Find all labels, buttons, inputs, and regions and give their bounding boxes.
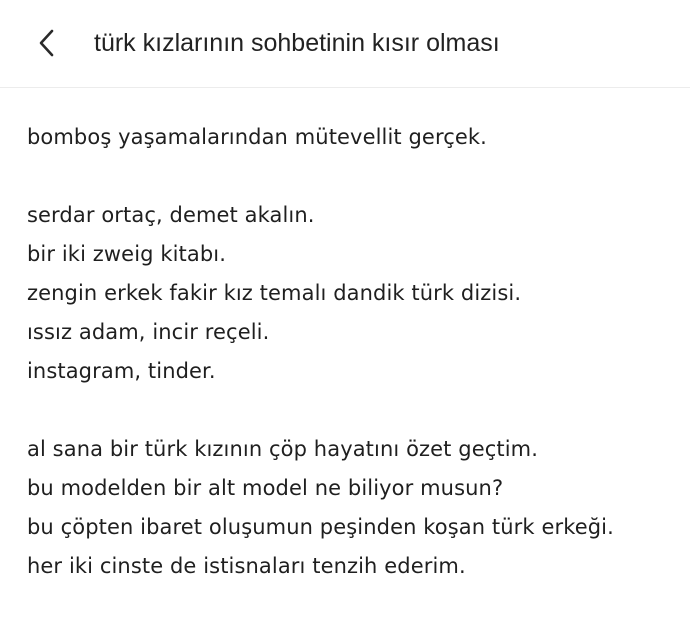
entry-line: bomboş yaşamalarından mütevellit gerçek. bbox=[27, 125, 487, 149]
entry-line: ıssız adam, incir reçeli. bbox=[27, 320, 270, 344]
top-bar bbox=[0, 0, 690, 88]
chevron-left-icon bbox=[35, 28, 59, 58]
paragraph-gap bbox=[27, 157, 677, 196]
entry-line: instagram, tinder. bbox=[27, 359, 216, 383]
entry-line: bu çöpten ibaret oluşumun peşinden koşan türk erkeği. bbox=[27, 515, 614, 539]
paragraph-gap bbox=[27, 391, 677, 430]
entry-line: bu modelden bir alt model ne biliyor musun? bbox=[27, 476, 504, 500]
entry-line: serdar ortaç, demet akalın. bbox=[27, 203, 315, 227]
entry-line: her iki cinste de istisnaları tenzih ederim. bbox=[27, 554, 466, 578]
entry-line: al sana bir türk kızının çöp hayatını özet geçtim. bbox=[27, 437, 538, 461]
entry-line: bir iki zweig kitabı. bbox=[27, 242, 226, 266]
page-title: türk kızlarının sohbetinin kısır olması bbox=[94, 29, 500, 57]
back-button[interactable] bbox=[24, 20, 70, 66]
entry-line: zengin erkek fakir kız temalı dandik türk dizisi. bbox=[27, 281, 522, 305]
entry-content bbox=[27, 118, 677, 586]
